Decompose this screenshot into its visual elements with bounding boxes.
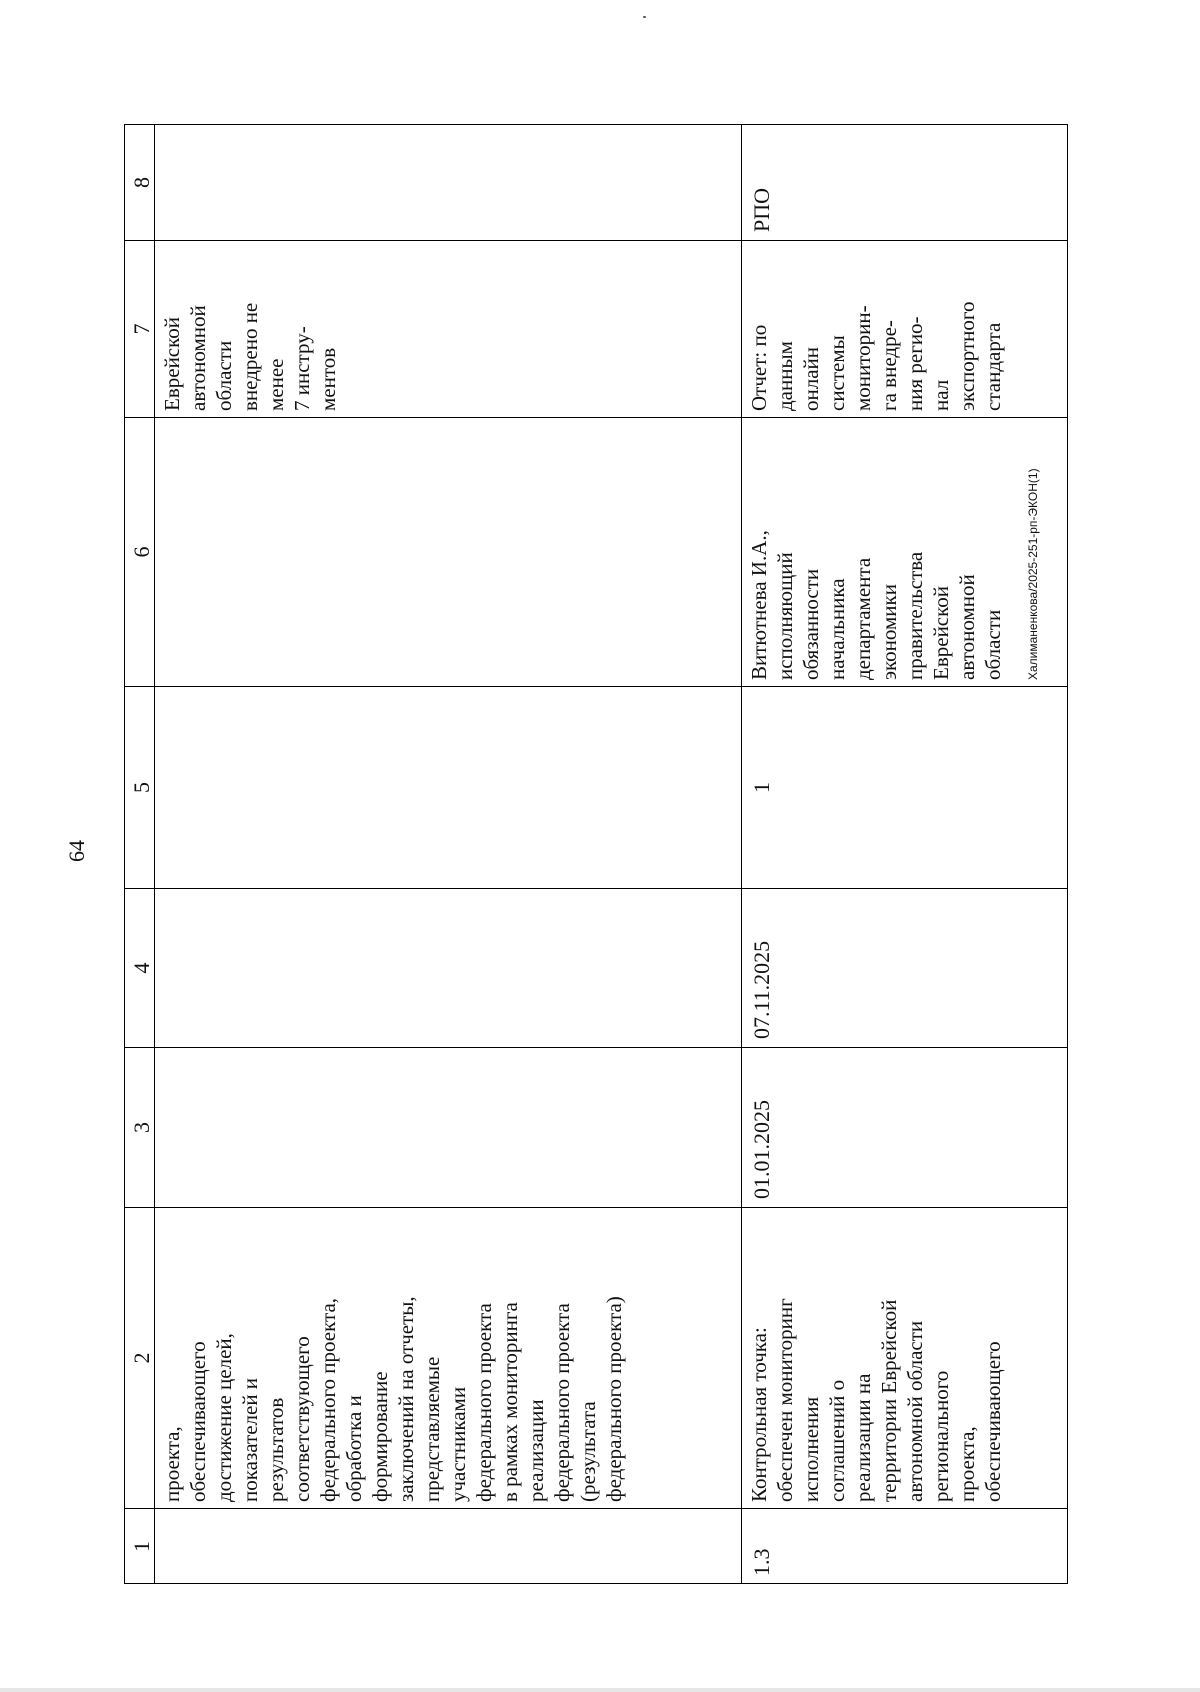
row-1-3-description: Контрольная точка: обеспечен мониторинг исполнения соглашений о реализации на территории Еврейской автономной области регионального проекта, обеспечивающего	[747, 1298, 1005, 1502]
row-1-3-number: 1.3	[749, 1548, 774, 1576]
row-1-3-value: 1	[749, 782, 774, 793]
row-1-3-system: РПО	[749, 187, 774, 232]
row-1-3-end-date: 07.11.2025	[749, 940, 774, 1039]
column-number-2: 2	[129, 1352, 154, 1364]
column-number-3: 3	[129, 1122, 154, 1133]
column-number-7: 7	[129, 323, 154, 335]
row-1-3-start-date: 01.01.2025	[749, 1100, 774, 1199]
continued-row-description: проекта, обеспечивающего достижение целей, показателей и результатов соответствующего федерального проекта, обработка и формирование заключений на отчеты, представляемые участниками федерального проекта в рамках мониторинга реализации федерального проекта (результата федерального проекта)	[160, 1296, 626, 1502]
row-1-3-report: Отчет: по данным онлайн системы мониторин- га внедре- ния регио- нал экспортного стандарта	[747, 301, 1005, 411]
column-number-8: 8	[129, 177, 154, 188]
scan-speck	[643, 16, 646, 18]
column-number-6: 6	[129, 546, 154, 558]
document-stamp: Халиманенкова/2025-251-рп-ЭКОН(1)	[1026, 468, 1040, 680]
page-number: 64	[64, 840, 89, 862]
column-number-5: 5	[129, 782, 154, 793]
row-1-3-responsible: Витютнева И.А., исполняющий обязанности начальника департамента экономики правительства Еврейской автономной области	[747, 530, 1005, 680]
continued-row-result: Еврейской автономной области внедрено не менее 7 инстру- ментов	[160, 302, 340, 411]
column-number-1: 1	[129, 1541, 154, 1552]
scan-edge	[0, 1688, 1200, 1692]
column-number-4: 4	[129, 962, 154, 974]
